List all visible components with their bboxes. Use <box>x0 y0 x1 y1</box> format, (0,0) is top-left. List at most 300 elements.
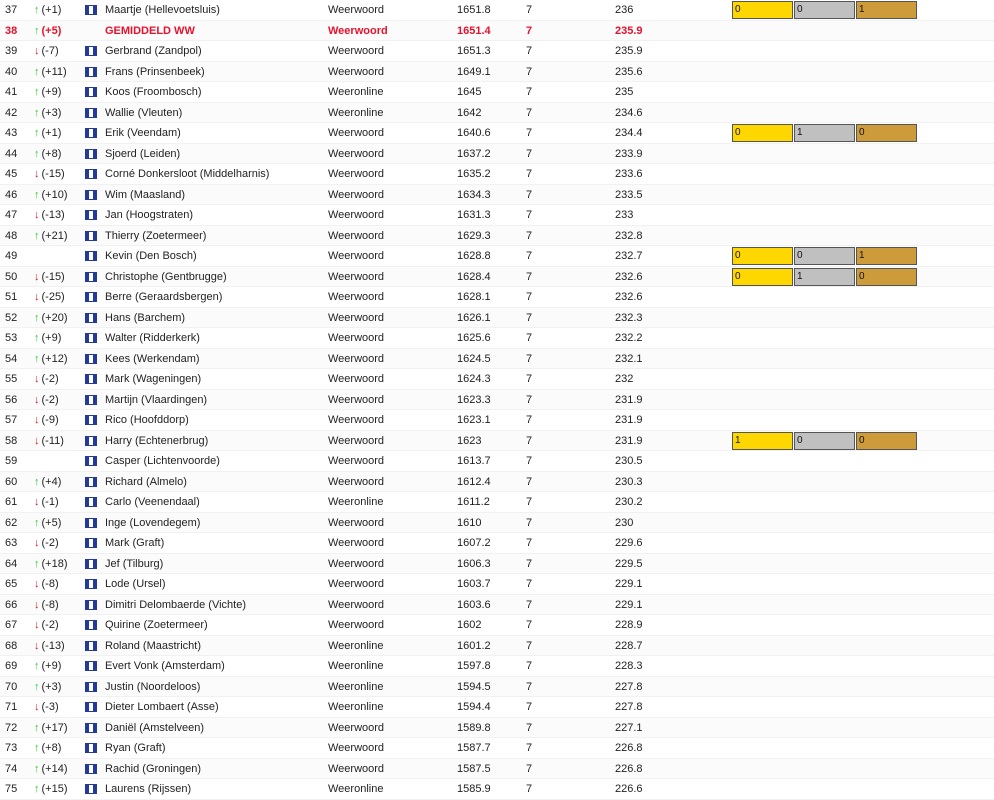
rank-change-cell <box>34 533 59 553</box>
score-cell: 1624.3 <box>457 373 491 385</box>
bronze-medal-count: 0 <box>856 432 917 450</box>
score-cell: 1626.1 <box>457 311 491 324</box>
score-cell: 1625.6 <box>457 332 491 344</box>
average-cell: 230 <box>615 516 634 529</box>
flag-icon <box>85 87 97 97</box>
rank-change-cell <box>34 123 61 143</box>
rank-change-value: (-15) <box>41 270 65 283</box>
rank-change-value: (+11) <box>41 65 67 78</box>
games-cell: 7 <box>526 516 533 529</box>
bronze-medal-count: 1 <box>856 247 917 265</box>
games-cell: 7 <box>526 455 533 467</box>
rank-change-value: (+14) <box>41 762 68 775</box>
flag-icon <box>85 354 97 364</box>
games-cell: 7 <box>526 311 533 324</box>
arrow-up-icon: ↑ <box>34 24 40 37</box>
score-cell: 1629.3 <box>457 229 491 242</box>
average-cell: 232.7 <box>615 250 643 262</box>
rank-cell: 66 <box>5 598 18 611</box>
flag-icon <box>85 251 97 261</box>
rank-change-cell <box>34 164 65 184</box>
rank-change-value: (-9) <box>41 414 59 426</box>
participant-name: Jef (Tilburg) <box>105 557 164 570</box>
flag-icon <box>85 743 97 753</box>
participant-name: Dimitri Delombaerde (Vichte) <box>105 598 247 611</box>
participant-name: Quirine (Zoetermeer) <box>105 619 208 631</box>
arrow-up-icon: ↑ <box>34 352 40 365</box>
rank-change-value: (+3) <box>41 680 62 693</box>
source-cell: Weerwoord <box>328 147 385 160</box>
rank-cell: 51 <box>5 291 18 303</box>
participant-name: Kees (Werkendam) <box>105 352 200 365</box>
games-cell: 7 <box>526 24 533 37</box>
rank-change-cell <box>34 349 68 369</box>
rank-change-value: (-7) <box>41 45 59 57</box>
flag-icon <box>85 333 97 343</box>
flag-icon <box>85 169 97 179</box>
medal-counts <box>732 124 918 142</box>
rank-change-cell <box>34 513 61 533</box>
rank-change-cell <box>34 267 65 287</box>
source-cell: Weeronline <box>328 701 384 713</box>
rank-change-cell <box>34 62 67 82</box>
gold-medal-count: 0 <box>732 124 793 142</box>
rank-change-value: (+5) <box>41 516 62 529</box>
arrow-up-icon: ↑ <box>34 742 40 754</box>
score-cell: 1587.5 <box>457 762 491 775</box>
table-row <box>0 390 994 411</box>
flag-icon <box>85 149 97 159</box>
arrow-down-icon: ↓ <box>34 434 40 447</box>
score-cell: 1624.5 <box>457 352 491 365</box>
rank-change-cell <box>34 410 59 430</box>
rank-change-value: (-1) <box>41 496 59 508</box>
games-cell: 7 <box>526 147 533 160</box>
source-cell: Weerwoord <box>328 250 385 262</box>
arrow-down-icon: ↓ <box>34 45 40 57</box>
average-cell: 228.3 <box>615 660 643 672</box>
games-cell: 7 <box>526 783 533 795</box>
games-cell: 7 <box>526 291 533 303</box>
silver-medal-count: 0 <box>794 432 855 450</box>
rank-cell: 54 <box>5 352 18 365</box>
flag-icon <box>85 456 97 466</box>
arrow-up-icon: ↑ <box>34 680 40 693</box>
flag-icon <box>85 5 97 15</box>
table-row <box>0 164 994 185</box>
participant-name: Hans (Barchem) <box>105 311 186 324</box>
score-cell: 1649.1 <box>457 65 491 78</box>
table-row <box>0 226 994 247</box>
arrow-down-icon: ↓ <box>34 291 40 303</box>
rank-change-value: (+5) <box>41 24 62 37</box>
score-cell: 1631.3 <box>457 209 491 221</box>
rank-change-value: (+21) <box>41 229 68 242</box>
flag-icon <box>85 579 97 589</box>
rank-change-value: (+1) <box>41 4 62 16</box>
rank-cell: 39 <box>5 45 18 57</box>
games-cell: 7 <box>526 270 533 283</box>
rank-change-value: (-2) <box>41 373 59 385</box>
table-row <box>0 656 994 677</box>
rank-cell: 72 <box>5 721 18 734</box>
rank-cell: 74 <box>5 762 18 775</box>
games-cell: 7 <box>526 4 533 16</box>
games-cell: 7 <box>526 45 533 57</box>
rank-cell: 46 <box>5 188 18 201</box>
table-row <box>0 308 994 329</box>
games-cell: 7 <box>526 229 533 242</box>
table-row <box>0 718 994 739</box>
rank-change-value: (+8) <box>41 147 62 160</box>
games-cell: 7 <box>526 106 533 119</box>
gold-medal-count: 0 <box>732 1 793 19</box>
flag-icon <box>85 108 97 118</box>
participant-name: Rico (Hoofddorp) <box>105 414 189 426</box>
arrow-up-icon: ↑ <box>34 475 40 488</box>
table-row <box>0 554 994 575</box>
score-cell: 1589.8 <box>457 721 491 734</box>
table-row <box>0 246 994 267</box>
games-cell: 7 <box>526 65 533 78</box>
average-cell: 228.9 <box>615 619 643 631</box>
rank-change-value: (+9) <box>41 660 62 672</box>
average-cell: 228.7 <box>615 639 643 652</box>
average-cell: 226.8 <box>615 762 643 775</box>
rank-cell: 52 <box>5 311 18 324</box>
source-cell: Weerwoord <box>328 619 385 631</box>
rank-change-value: (-2) <box>41 537 59 549</box>
rank-change-value: (+9) <box>41 332 62 344</box>
arrow-up-icon: ↑ <box>34 721 40 734</box>
table-row <box>0 21 994 42</box>
rank-cell: 55 <box>5 373 18 385</box>
rank-change-cell <box>34 21 61 41</box>
flag-icon <box>85 497 97 507</box>
bronze-medal-count: 1 <box>856 1 917 19</box>
participant-name: Erik (Veendam) <box>105 127 181 139</box>
source-cell: Weerwoord <box>328 270 385 283</box>
flag-icon <box>85 620 97 630</box>
rank-cell: 37 <box>5 4 18 16</box>
score-cell: 1635.2 <box>457 168 491 180</box>
games-cell: 7 <box>526 475 533 488</box>
games-cell: 7 <box>526 639 533 652</box>
rank-change-cell <box>34 390 59 410</box>
rank-change-cell <box>34 185 68 205</box>
average-cell: 235 <box>615 86 634 98</box>
rank-change-cell <box>34 554 68 574</box>
score-cell: 1597.8 <box>457 660 491 672</box>
average-cell: 231.9 <box>615 393 643 406</box>
medal-counts <box>732 432 918 450</box>
rank-change-cell <box>34 472 61 492</box>
score-cell: 1585.9 <box>457 783 491 795</box>
average-cell: 229.6 <box>615 537 643 549</box>
source-cell: Weerwoord <box>328 188 385 201</box>
silver-medal-count: 0 <box>794 1 855 19</box>
rank-change-value: (-13) <box>41 209 65 221</box>
source-cell: Weeronline <box>328 660 384 672</box>
source-cell: Weerwoord <box>328 65 385 78</box>
arrow-down-icon: ↓ <box>34 598 40 611</box>
score-cell: 1628.8 <box>457 250 491 262</box>
source-cell: Weerwoord <box>328 762 385 775</box>
table-row <box>0 636 994 657</box>
average-cell: 229.1 <box>615 598 643 611</box>
average-cell: 232 <box>615 373 634 385</box>
flag-icon <box>85 559 97 569</box>
score-cell: 1651.4 <box>457 24 491 37</box>
participant-name: Thierry (Zoetermeer) <box>105 229 207 242</box>
rank-change-value: (+1) <box>41 127 62 139</box>
source-cell: Weerwoord <box>328 4 385 16</box>
rank-change-value: (-2) <box>41 619 59 631</box>
score-cell: 1637.2 <box>457 147 491 160</box>
medal-counts <box>732 268 918 286</box>
games-cell: 7 <box>526 414 533 426</box>
games-cell: 7 <box>526 619 533 631</box>
arrow-down-icon: ↓ <box>34 496 40 508</box>
table-row <box>0 185 994 206</box>
source-cell: Weerwoord <box>328 332 385 344</box>
gold-medal-count: 0 <box>732 247 793 265</box>
average-cell: 234.6 <box>615 106 643 119</box>
table-row <box>0 82 994 103</box>
table-row <box>0 62 994 83</box>
flag-icon <box>85 784 97 794</box>
rank-change-cell <box>34 103 61 123</box>
average-cell: 232.2 <box>615 332 643 344</box>
score-cell: 1651.3 <box>457 45 491 57</box>
average-cell: 232.8 <box>615 229 643 242</box>
arrow-down-icon: ↓ <box>34 373 40 385</box>
source-cell: Weerwoord <box>328 209 385 221</box>
rank-change-cell <box>34 0 61 20</box>
games-cell: 7 <box>526 209 533 221</box>
source-cell: Weerwoord <box>328 475 385 488</box>
participant-name: Evert Vonk (Amsterdam) <box>105 660 225 672</box>
medal-counts <box>732 1 918 19</box>
table-row <box>0 492 994 513</box>
score-cell: 1594.4 <box>457 701 491 713</box>
table-row <box>0 0 994 21</box>
average-cell: 235.9 <box>615 24 643 37</box>
rank-cell: 58 <box>5 434 18 447</box>
games-cell: 7 <box>526 598 533 611</box>
source-cell: Weerwoord <box>328 352 385 365</box>
rank-cell: 61 <box>5 496 18 508</box>
rank-change-cell <box>34 369 59 389</box>
score-cell: 1601.2 <box>457 639 491 652</box>
source-cell: Weerwoord <box>328 45 385 57</box>
table-row <box>0 595 994 616</box>
games-cell: 7 <box>526 168 533 180</box>
rank-change-cell <box>34 144 61 164</box>
participant-name: Rachid (Groningen) <box>105 762 201 775</box>
rank-change-cell <box>34 595 59 615</box>
flag-icon <box>85 67 97 77</box>
score-cell: 1611.2 <box>457 496 490 508</box>
source-cell: Weerwoord <box>328 578 385 590</box>
rank-cell: 40 <box>5 65 18 78</box>
gold-medal-count: 1 <box>732 432 793 450</box>
rank-change-cell <box>34 656 61 676</box>
flag-icon <box>85 538 97 548</box>
participant-name: Lode (Ursel) <box>105 578 166 590</box>
games-cell: 7 <box>526 434 533 447</box>
source-cell: Weerwoord <box>328 24 388 37</box>
rank-change-value: (+8) <box>41 742 62 754</box>
source-cell: Weeronline <box>328 783 384 795</box>
rank-cell: 56 <box>5 393 18 406</box>
average-cell: 233.5 <box>615 188 643 201</box>
games-cell: 7 <box>526 332 533 344</box>
source-cell: Weerwoord <box>328 414 385 426</box>
silver-medal-count: 1 <box>794 268 855 286</box>
flag-icon <box>85 600 97 610</box>
arrow-up-icon: ↑ <box>34 106 40 119</box>
games-cell: 7 <box>526 701 533 713</box>
rank-change-cell <box>34 82 61 102</box>
table-row <box>0 123 994 144</box>
source-cell: Weeronline <box>328 496 384 508</box>
rank-change-cell <box>34 308 68 328</box>
flag-icon <box>85 641 97 651</box>
arrow-up-icon: ↑ <box>34 332 40 344</box>
participant-name: Corné Donkersloot (Middelharnis) <box>105 168 270 180</box>
rank-cell: 73 <box>5 742 18 754</box>
score-cell: 1642 <box>457 106 482 119</box>
games-cell: 7 <box>526 680 533 693</box>
source-cell: Weerwoord <box>328 742 385 754</box>
games-cell: 7 <box>526 352 533 365</box>
participant-name: Dieter Lombaert (Asse) <box>105 701 219 713</box>
table-row <box>0 697 994 718</box>
games-cell: 7 <box>526 537 533 549</box>
rank-change-cell <box>34 492 59 512</box>
rank-cell: 57 <box>5 414 18 426</box>
table-row <box>0 267 994 288</box>
source-cell: Weerwoord <box>328 168 385 180</box>
rank-cell: 47 <box>5 209 18 221</box>
flag-icon <box>85 702 97 712</box>
flag-icon <box>85 395 97 405</box>
rank-cell: 50 <box>5 270 18 283</box>
rank-change-cell <box>34 738 61 758</box>
rank-cell: 42 <box>5 106 18 119</box>
score-cell: 1602 <box>457 619 482 631</box>
score-cell: 1610 <box>457 516 482 529</box>
table-row <box>0 779 994 800</box>
arrow-up-icon: ↑ <box>34 147 40 160</box>
participant-name: Kevin (Den Bosch) <box>105 250 197 262</box>
rank-change-cell <box>34 677 61 697</box>
rank-change-value: (+18) <box>41 557 68 570</box>
flag-icon <box>85 46 97 56</box>
arrow-down-icon: ↓ <box>34 270 40 283</box>
rank-change-cell <box>34 697 59 717</box>
rank-cell: 45 <box>5 168 18 180</box>
rank-change-value: (+9) <box>41 86 62 98</box>
arrow-up-icon: ↑ <box>34 762 40 775</box>
table-row <box>0 759 994 780</box>
participant-name: Mark (Graft) <box>105 537 165 549</box>
participant-name: Laurens (Rijssen) <box>105 783 192 795</box>
games-cell: 7 <box>526 578 533 590</box>
arrow-down-icon: ↓ <box>34 639 40 652</box>
games-cell: 7 <box>526 86 533 98</box>
rank-change-value: (-13) <box>41 639 65 652</box>
average-cell: 232.6 <box>615 291 643 303</box>
silver-medal-count: 0 <box>794 247 855 265</box>
average-cell: 231.9 <box>615 414 643 426</box>
rank-change-value: (+20) <box>41 311 68 324</box>
flag-icon <box>85 477 97 487</box>
average-cell: 229.5 <box>615 557 643 570</box>
flag-icon <box>85 764 97 774</box>
games-cell: 7 <box>526 557 533 570</box>
flag-icon <box>85 436 97 446</box>
source-cell: Weerwoord <box>328 373 385 385</box>
average-cell: 233.6 <box>615 168 643 180</box>
rank-change-cell <box>34 615 59 635</box>
average-cell: 227.8 <box>615 680 643 693</box>
average-cell: 235.9 <box>615 45 643 57</box>
table-row <box>0 738 994 759</box>
participant-name: Sjoerd (Leiden) <box>105 147 181 160</box>
rank-change-value: (+17) <box>41 721 68 734</box>
rank-cell: 62 <box>5 516 18 529</box>
flag-icon <box>85 661 97 671</box>
games-cell: 7 <box>526 742 533 754</box>
participant-name: Walter (Ridderkerk) <box>105 332 200 344</box>
flag-icon <box>85 723 97 733</box>
rank-cell: 75 <box>5 783 18 795</box>
participant-name: Richard (Almelo) <box>105 475 187 488</box>
games-cell: 7 <box>526 188 533 201</box>
medal-counts <box>732 247 918 265</box>
participant-name: Ryan (Graft) <box>105 742 166 754</box>
score-cell: 1634.3 <box>457 188 491 201</box>
score-cell: 1603.6 <box>457 598 491 611</box>
rank-change-cell <box>34 574 59 594</box>
table-row <box>0 472 994 493</box>
score-cell: 1640.6 <box>457 127 491 139</box>
source-cell: Weeronline <box>328 680 384 693</box>
games-cell: 7 <box>526 393 533 406</box>
average-cell: 226.8 <box>615 742 643 754</box>
rank-cell: 63 <box>5 537 18 549</box>
participant-name: Frans (Prinsenbeek) <box>105 65 205 78</box>
participant-name: Roland (Maastricht) <box>105 639 201 652</box>
source-cell: Weerwoord <box>328 311 385 324</box>
rank-cell: 44 <box>5 147 18 160</box>
average-cell: 232.6 <box>615 270 643 283</box>
average-cell: 233.9 <box>615 147 643 160</box>
rank-cell: 38 <box>5 24 18 37</box>
source-cell: Weerwoord <box>328 455 385 467</box>
rank-change-cell <box>34 718 68 738</box>
rank-change-value: (+15) <box>41 783 68 795</box>
table-row <box>0 328 994 349</box>
score-cell: 1623.1 <box>457 414 491 426</box>
rank-change-value: (-3) <box>41 701 59 713</box>
arrow-down-icon: ↓ <box>34 701 40 713</box>
table-row <box>0 431 994 452</box>
participant-name: Daniël (Amstelveen) <box>105 721 205 734</box>
bronze-medal-count: 0 <box>856 124 917 142</box>
